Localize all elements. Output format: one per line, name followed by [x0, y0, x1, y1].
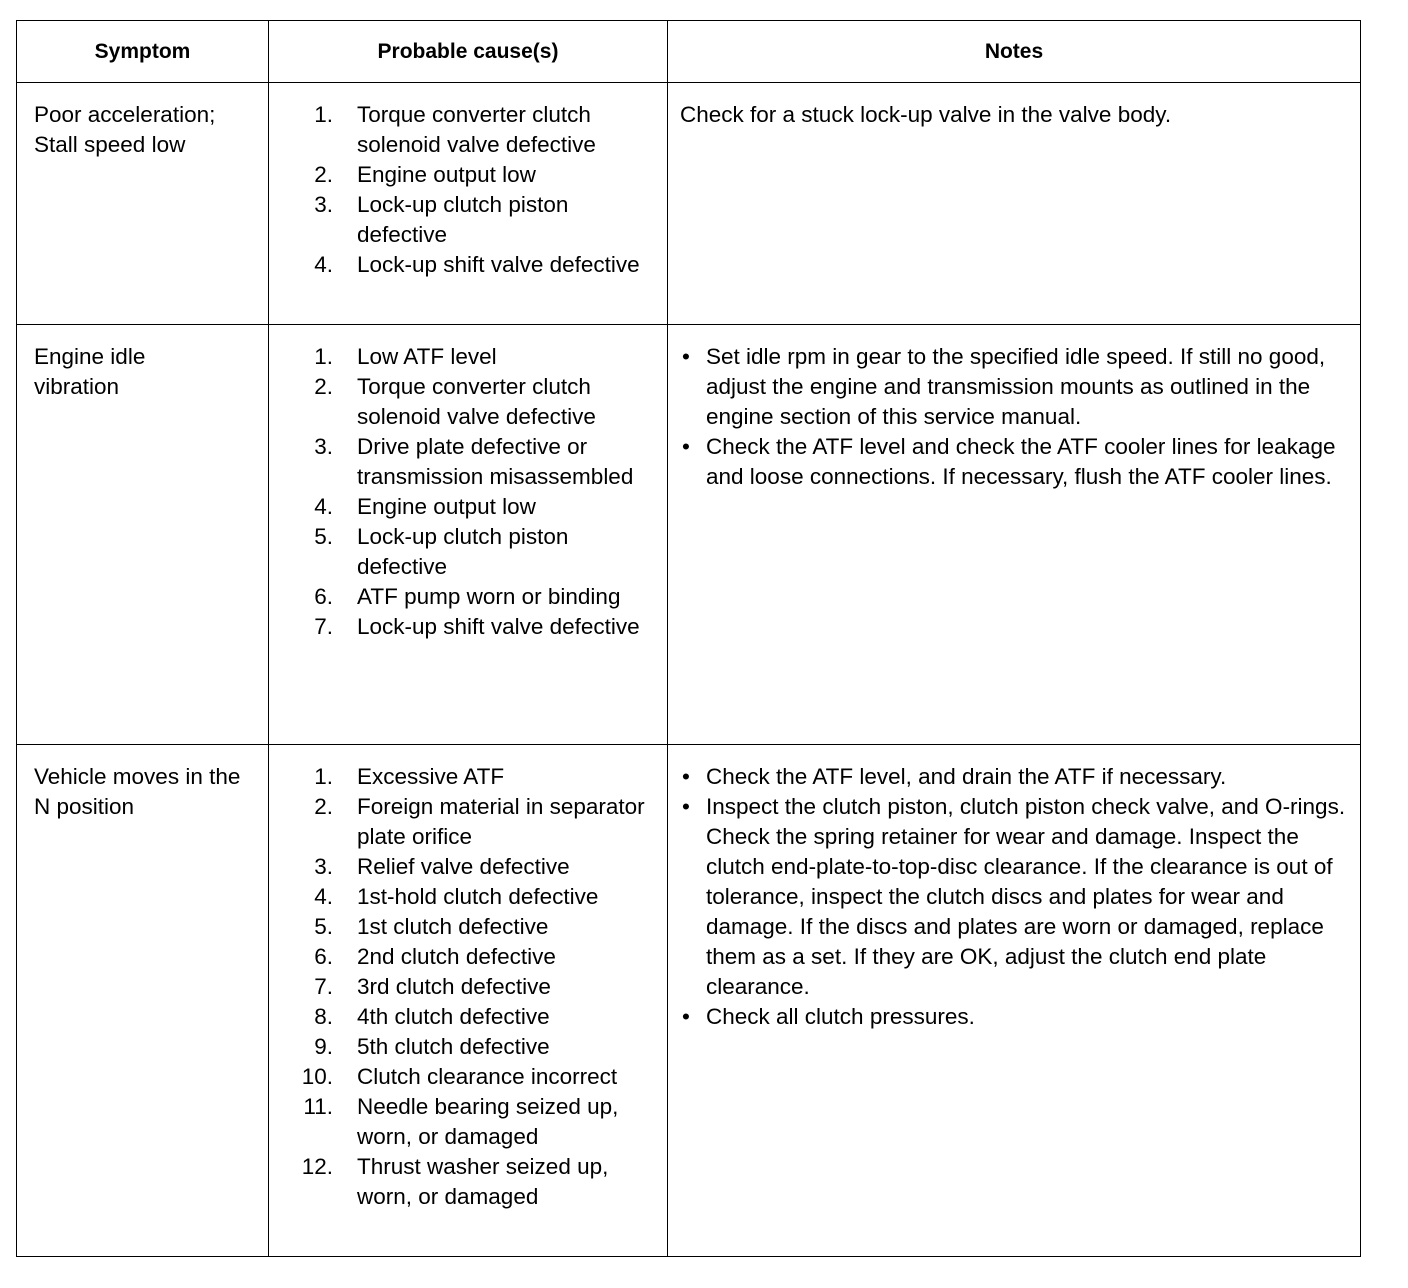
notes-cell	[668, 745, 1361, 1257]
bullet-icon: •	[682, 794, 690, 819]
table-row	[17, 325, 1361, 745]
bullet-icon: •	[682, 764, 690, 789]
cause-item	[269, 100, 659, 160]
note-item	[680, 432, 1350, 492]
item-number: 4.	[314, 494, 333, 519]
note-item	[680, 792, 1350, 1002]
item-number: 9.	[314, 1034, 333, 1059]
item-text: Thrust washer seized up, worn, or damaged	[357, 1154, 609, 1209]
causes-cell	[269, 83, 668, 325]
item-number: 2.	[314, 374, 333, 399]
header-symptom: Symptom	[17, 21, 269, 83]
item-number: 5.	[314, 914, 333, 939]
cause-item	[269, 522, 659, 582]
header-row	[17, 21, 1361, 83]
table-row	[17, 745, 1361, 1257]
item-number: 6.	[314, 944, 333, 969]
cause-item	[269, 372, 659, 432]
cause-item	[269, 1092, 659, 1152]
item-number: 2.	[314, 794, 333, 819]
item-number: 3.	[314, 854, 333, 879]
item-number: 11.	[303, 1094, 333, 1119]
item-text: Needle bearing seized up, worn, or damaged	[357, 1094, 619, 1149]
item-text: 1st-hold clutch defective	[357, 884, 599, 909]
symptom-cell: Poor acceleration; Stall speed low	[17, 83, 269, 325]
cause-item	[269, 792, 659, 852]
item-number: 12.	[301, 1154, 333, 1179]
item-number: 4.	[314, 252, 333, 277]
cause-item	[269, 492, 659, 522]
item-number: 3.	[314, 434, 333, 459]
item-number: 8.	[314, 1004, 333, 1029]
cause-item	[269, 942, 659, 972]
cause-item	[269, 1152, 659, 1212]
cause-item	[269, 160, 659, 190]
note-item	[680, 762, 1350, 792]
item-number: 2.	[314, 162, 333, 187]
item-number: 3.	[314, 192, 333, 217]
note-item	[680, 1002, 1350, 1032]
cause-item	[269, 432, 659, 492]
notes-cell: Check for a stuck lock-up valve in the valve body.	[668, 83, 1361, 325]
symptom-cell: Engine idle vibration	[17, 325, 269, 745]
cause-item	[269, 342, 659, 372]
item-text: Check the ATF level and check the ATF cooler lines for leakage and loose connections. If necessary, flush the ATF cooler lines.	[706, 434, 1336, 489]
bullet-icon: •	[682, 344, 690, 369]
item-text: Lock-up clutch piston defective	[357, 524, 569, 579]
item-text: Foreign material in separator plate orifice	[357, 794, 645, 849]
cause-item	[269, 882, 659, 912]
item-text: ATF pump worn or binding	[357, 584, 621, 609]
cause-item	[269, 582, 659, 612]
cause-item	[269, 762, 659, 792]
notes-cell	[668, 325, 1361, 745]
item-text: 4th clutch defective	[357, 1004, 550, 1029]
header-causes: Probable cause(s)	[269, 21, 668, 83]
item-text: Drive plate defective or transmission misassembled	[357, 434, 634, 489]
item-number: 1.	[314, 102, 333, 127]
cause-item	[269, 852, 659, 882]
item-text: Engine output low	[357, 494, 536, 519]
item-number: 6.	[314, 584, 333, 609]
item-text: Lock-up shift valve defective	[357, 614, 640, 639]
cause-item	[269, 190, 659, 250]
cause-item	[269, 250, 659, 280]
cause-item	[269, 1032, 659, 1062]
cause-item	[269, 912, 659, 942]
item-number: 10.	[301, 1064, 333, 1089]
bullet-icon: •	[682, 434, 690, 459]
item-text: Torque converter clutch solenoid valve defective	[357, 374, 596, 429]
header-notes: Notes	[668, 21, 1361, 83]
item-number: 5.	[314, 524, 333, 549]
item-text: Engine output low	[357, 162, 536, 187]
item-text: 1st clutch defective	[357, 914, 549, 939]
item-text: Clutch clearance incorrect	[357, 1064, 618, 1089]
item-text: Lock-up clutch piston defective	[357, 192, 569, 247]
causes-cell	[269, 745, 668, 1257]
item-text: Check the ATF level, and drain the ATF if necessary.	[706, 764, 1227, 789]
cause-item	[269, 1062, 659, 1092]
item-number: 7.	[314, 974, 333, 999]
symptom-cell: Vehicle moves in the N position	[17, 745, 269, 1257]
item-number: 1.	[314, 764, 333, 789]
item-number: 4.	[314, 884, 333, 909]
troubleshooting-table	[16, 20, 1361, 1257]
table-row	[17, 83, 1361, 325]
item-number: 1.	[314, 344, 333, 369]
cause-item	[269, 612, 659, 642]
cause-item	[269, 1002, 659, 1032]
item-text: 2nd clutch defective	[357, 944, 556, 969]
item-text: Set idle rpm in gear to the specified idle speed. If still no good, adjust the engine and transmission mounts as outlined in the engine section of this service manual.	[706, 344, 1326, 429]
item-text: Inspect the clutch piston, clutch piston check valve, and O-rings. Check the spring retainer for wear and damage. Inspect the clutch end-plate-to-top-disc clearance. If the clearance is out of tolerance, inspect the clutch discs and plates for wear and damage. If the discs and plates are worn or damaged, replace them as a set. If they are OK, adjust the clutch end plate clearance.	[706, 794, 1346, 999]
item-text: 3rd clutch defective	[357, 974, 551, 999]
item-text: Torque converter clutch solenoid valve defective	[357, 102, 596, 157]
causes-cell	[269, 325, 668, 745]
item-text: 5th clutch defective	[357, 1034, 550, 1059]
bullet-icon: •	[682, 1004, 690, 1029]
item-text: Lock-up shift valve defective	[357, 252, 640, 277]
item-number: 7.	[314, 614, 333, 639]
item-text: Relief valve defective	[357, 854, 570, 879]
item-text: Low ATF level	[357, 344, 497, 369]
item-text: Check all clutch pressures.	[706, 1004, 975, 1029]
cause-item	[269, 972, 659, 1002]
note-item	[680, 342, 1350, 432]
item-text: Excessive ATF	[357, 764, 505, 789]
